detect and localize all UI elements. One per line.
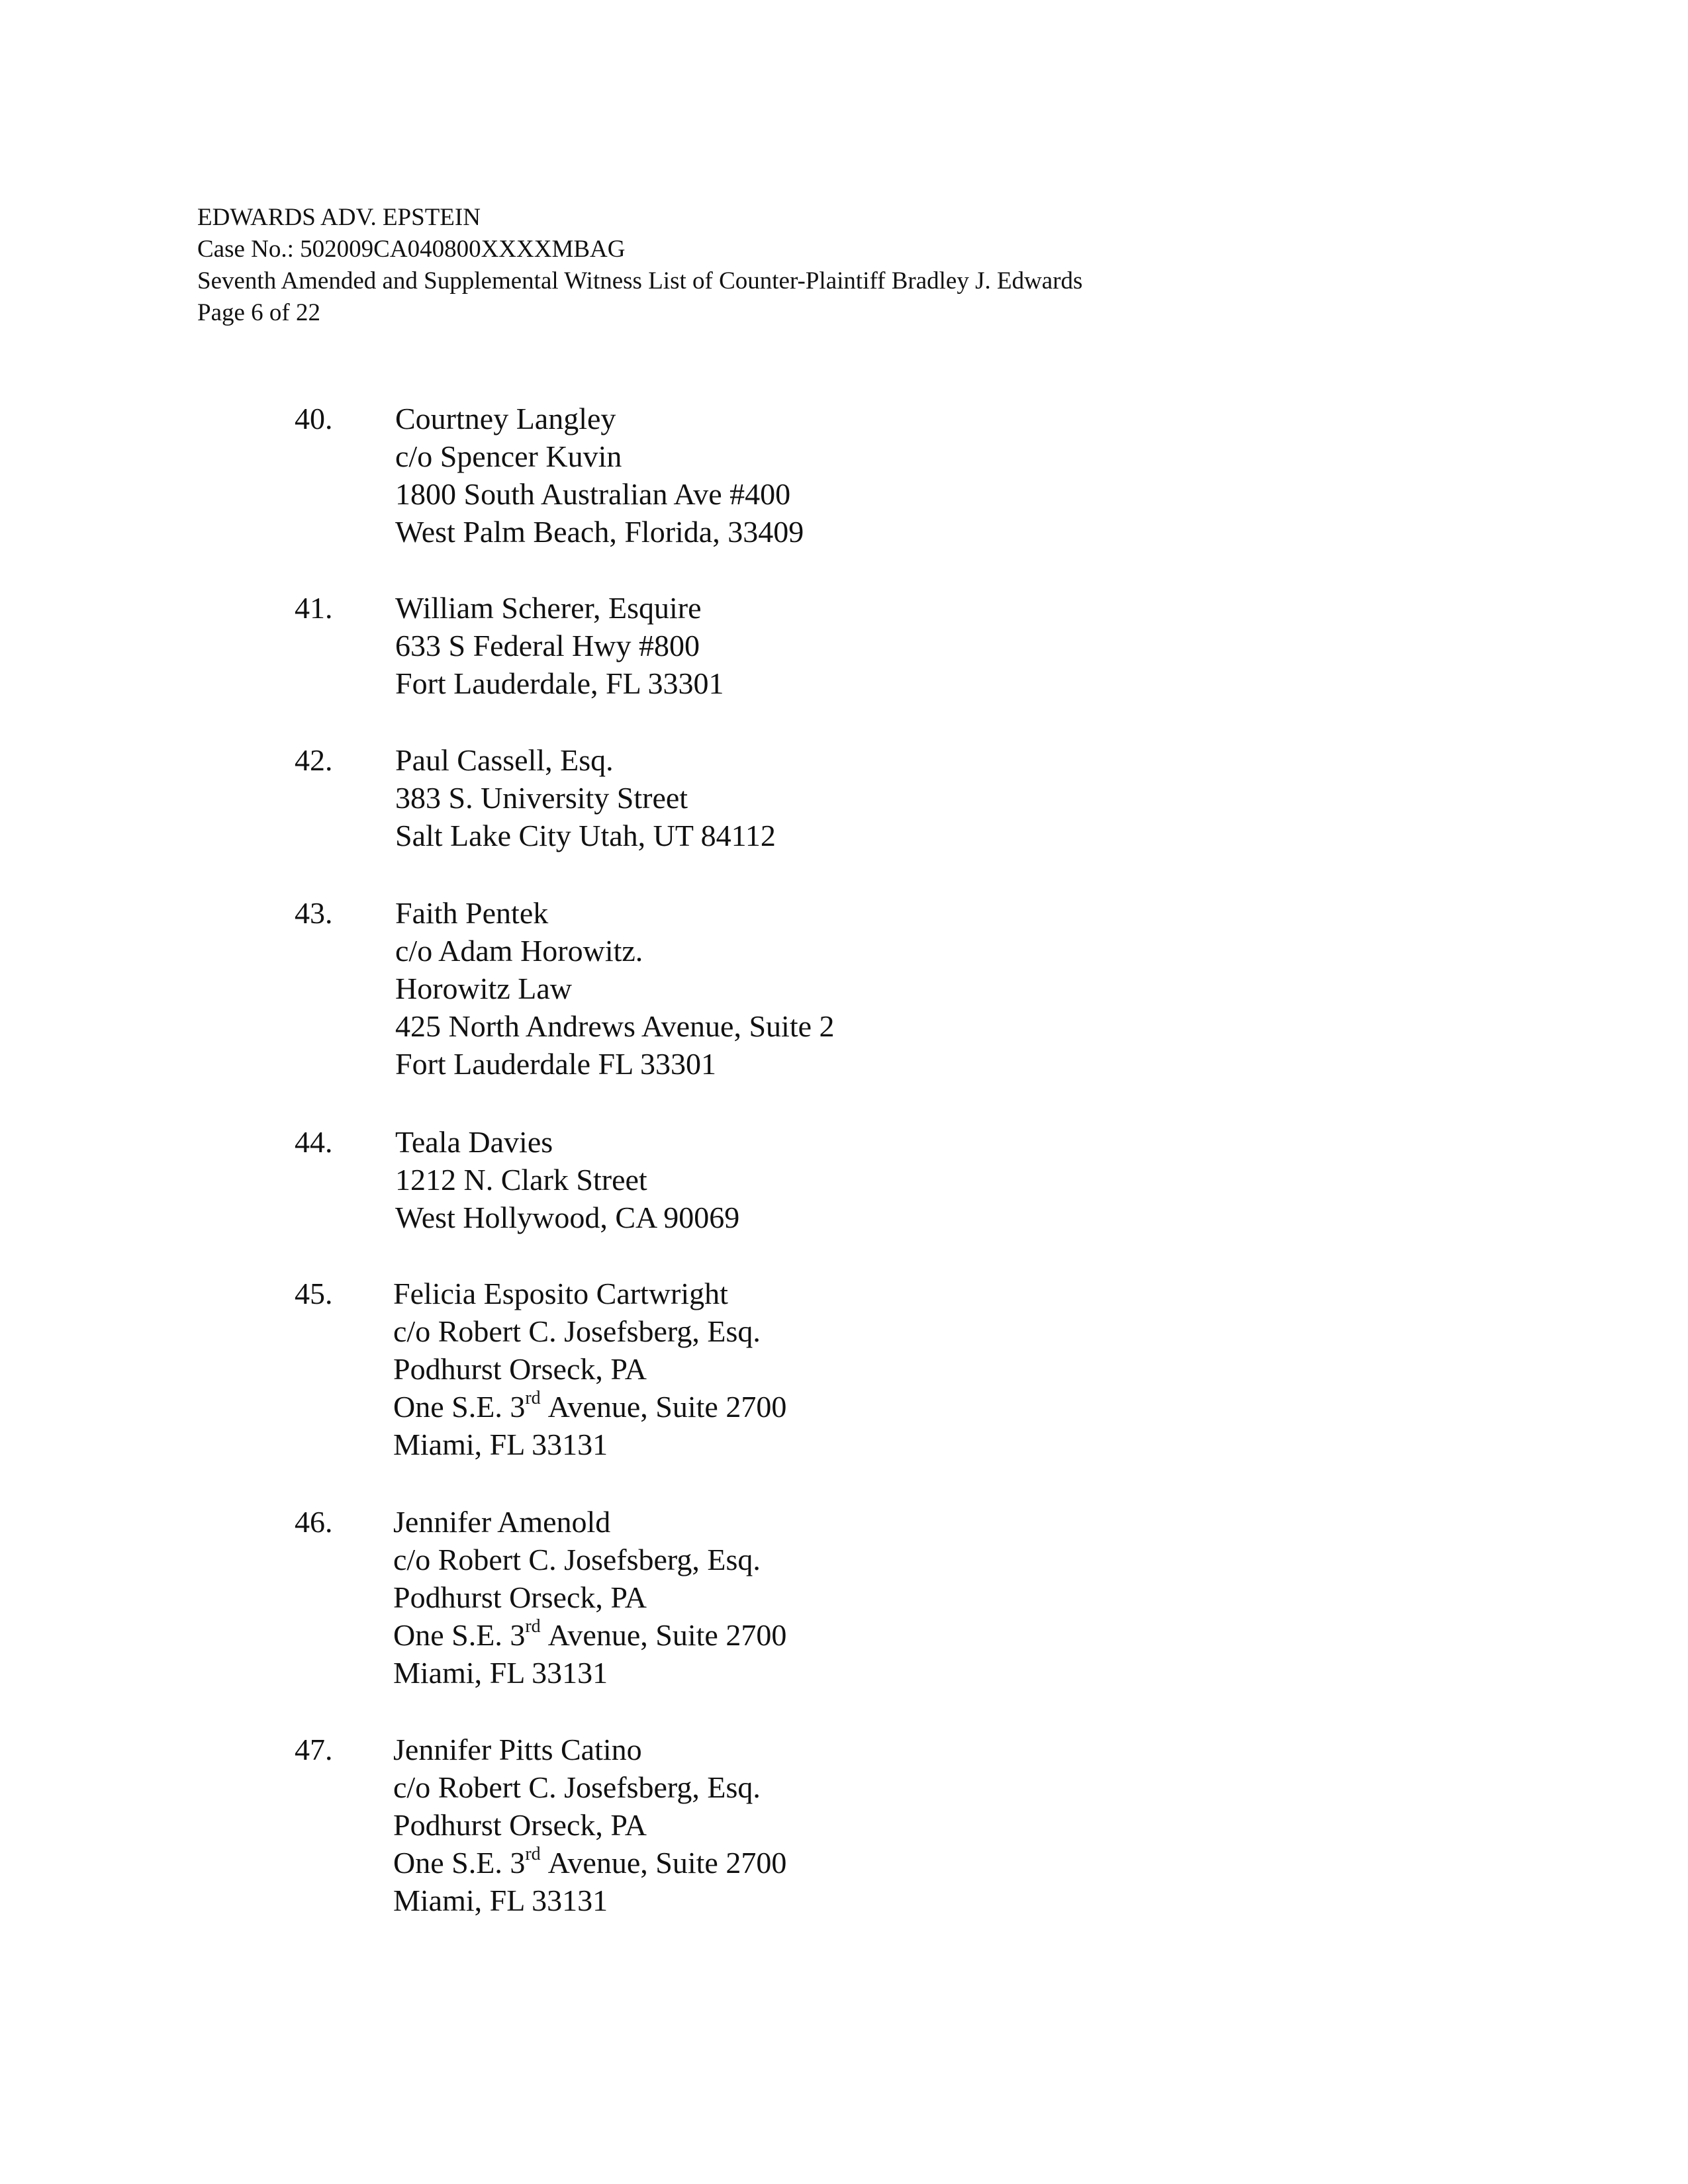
witness-name: Faith Pentek [395, 896, 549, 930]
document-title: Seventh Amended and Supplemental Witness List of Counter-Plaintiff Bradley J. Edwards [197, 267, 1083, 295]
case-number: Case No.: 502009CA040800XXXXMBAG [197, 236, 626, 263]
witness-name: Felicia Esposito Cartwright [393, 1277, 728, 1310]
witness-city: Miami, FL 33131 [393, 1884, 608, 1917]
witness-street: 633 S Federal Hwy #800 [395, 629, 700, 662]
witness-care-of: c/o Spencer Kuvin [395, 439, 622, 473]
witness-number: 43. [295, 896, 333, 930]
witness-street: 1800 South Australian Ave #400 [395, 477, 791, 511]
witness-name: Paul Cassell, Esq. [395, 743, 614, 777]
witness-street: 425 North Andrews Avenue, Suite 2 [395, 1009, 835, 1043]
street-suffix: Avenue, Suite 2700 [541, 1618, 787, 1652]
witness-number: 40. [295, 402, 333, 435]
witness-name: Courtney Langley [395, 402, 616, 435]
witness-name: Jennifer Pitts Catino [393, 1733, 642, 1766]
witness-name: William Scherer, Esquire [395, 591, 702, 625]
witness-care-of: c/o Robert C. Josefsberg, Esq. [393, 1770, 761, 1804]
witness-number: 44. [295, 1125, 333, 1159]
ordinal-suffix: rd [525, 1844, 541, 1864]
witness-firm: Podhurst Orseck, PA [393, 1352, 647, 1386]
street-suffix: Avenue, Suite 2700 [541, 1846, 787, 1880]
witness-firm: Podhurst Orseck, PA [393, 1808, 647, 1842]
witness-city: Fort Lauderdale FL 33301 [395, 1047, 717, 1081]
street-prefix: One S.E. 3 [393, 1618, 526, 1652]
witness-street [393, 1388, 786, 1426]
witness-number: 41. [295, 591, 333, 625]
witness-city: Salt Lake City Utah, UT 84112 [395, 819, 776, 852]
street-suffix: Avenue, Suite 2700 [541, 1390, 787, 1424]
witness-street: 1212 N. Clark Street [395, 1163, 647, 1197]
case-caption: EDWARDS ADV. EPSTEIN [197, 204, 481, 231]
street-prefix: One S.E. 3 [393, 1390, 526, 1424]
witness-city: West Hollywood, CA 90069 [395, 1201, 740, 1234]
witness-street: 383 S. University Street [395, 781, 688, 815]
witness-city: Fort Lauderdale, FL 33301 [395, 666, 724, 700]
page-indicator: Page 6 of 22 [197, 299, 320, 326]
witness-street [393, 1616, 786, 1654]
witness-number: 45. [295, 1277, 333, 1310]
witness-name: Teala Davies [395, 1125, 553, 1159]
witness-number: 47. [295, 1733, 333, 1766]
witness-street [393, 1844, 786, 1882]
witness-number: 42. [295, 743, 333, 777]
ordinal-suffix: rd [525, 1616, 541, 1637]
witness-firm: Podhurst Orseck, PA [393, 1580, 647, 1614]
witness-care-of: c/o Adam Horowitz. [395, 934, 643, 968]
witness-city: West Palm Beach, Florida, 33409 [395, 515, 804, 549]
witness-firm: Horowitz Law [395, 972, 572, 1005]
ordinal-suffix: rd [525, 1388, 541, 1408]
witness-city: Miami, FL 33131 [393, 1428, 608, 1461]
street-prefix: One S.E. 3 [393, 1846, 526, 1880]
witness-care-of: c/o Robert C. Josefsberg, Esq. [393, 1543, 761, 1576]
witness-city: Miami, FL 33131 [393, 1656, 608, 1690]
witness-name: Jennifer Amenold [393, 1505, 611, 1539]
witness-care-of: c/o Robert C. Josefsberg, Esq. [393, 1314, 761, 1348]
witness-number: 46. [295, 1505, 333, 1539]
